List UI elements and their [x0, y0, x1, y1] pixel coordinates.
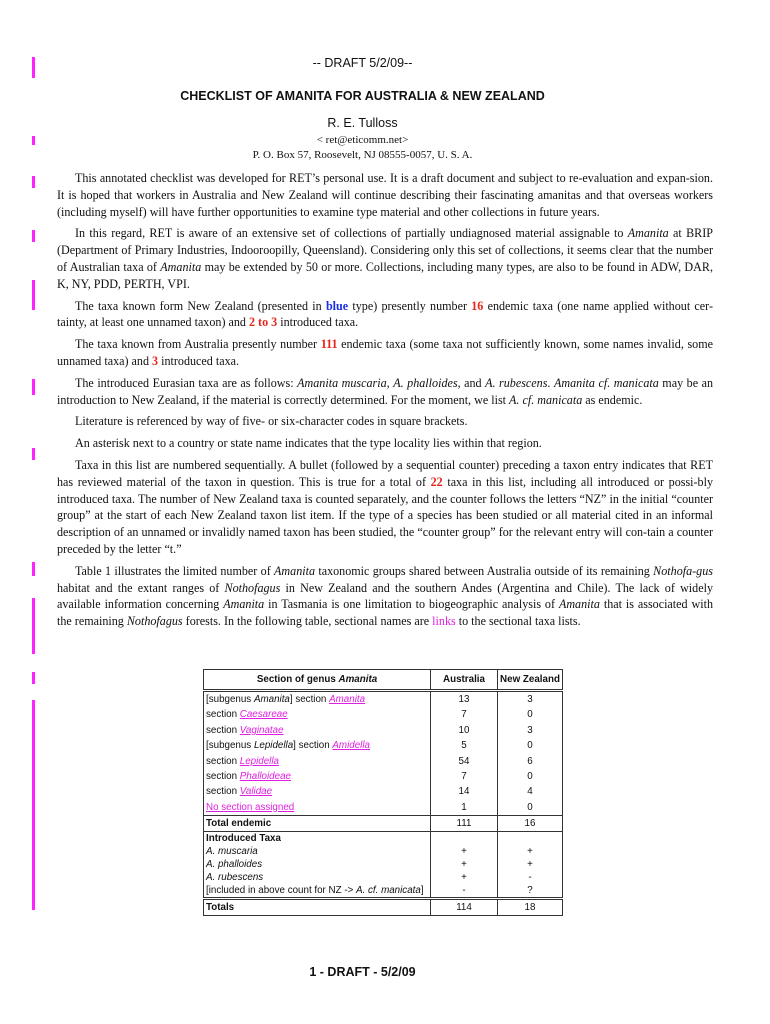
section-link[interactable]: Lepidella	[239, 755, 279, 767]
paragraph: The taxa known form New Zealand (presented in blue type) presently number 16 endemic taxa (one name applied without cer-tainty, at least one unnamed taxon) and 2 to 3 introduced taxa.	[57, 298, 713, 330]
revision-bar	[32, 672, 35, 684]
list-item: section Phalloideae	[206, 770, 291, 782]
revision-bar	[32, 562, 35, 576]
paragraph: An asterisk next to a country or state name indicates that the type locality lies within that region.	[75, 436, 542, 451]
section-link[interactable]: Caesareae	[239, 709, 288, 721]
author-name: R. E. Tulloss	[327, 116, 398, 130]
column-header-australia: Australia	[431, 670, 498, 691]
paragraph: In this regard, RET is aware of an extensive set of collections of partially undiagnosed material assignable to Amanita at BRIP (Department of Primary Industries, Indooroopilly, Queensland). Considering only this set of collections, it seems clear that the number of Australian taxa of Amanita may be extended by 50 or more. Collections, including many types, are also to be found in ADW, DAR, K, NY, PDD, PERTH, VPI.	[57, 226, 713, 291]
nz-counts-cell: 3 0 3 0 6 0 4 0	[498, 691, 563, 816]
author-address: P. O. Box 57, Roosevelt, NJ 08555-0057, U. S. A.	[252, 149, 473, 161]
draft-header: -- DRAFT 5/2/09--	[312, 56, 413, 70]
revision-bar	[32, 379, 35, 395]
paragraph: Table 1 illustrates the limited number of Amanita taxonomic groups shared between Australia outside of its remaining Nothofa-gus habitat and the extant ranges of Nothofagus in New Zealand and the southern Andes (Argentina and Chile). The lack of widely available information concerning Amanita in Tasmania is one limitation to biogeographic analysis of Amanita that is associated with the remaining Nothofagus forests. In the following table, sectional names are links to the sectional taxa lists.	[57, 563, 713, 629]
list-item: [subgenus Amanita] section Amanita	[206, 694, 366, 705]
totals-row: Totals 114 18	[204, 899, 563, 916]
column-header-new-zealand: New Zealand	[498, 670, 563, 691]
revision-bar	[32, 176, 35, 188]
section-link[interactable]: Phalloideae	[239, 770, 291, 782]
introduced-row: Introduced Taxa A. muscaria A. phalloides A. rubescens [included in above count for NZ -> A. cf. manicata] + + + - + + - ?	[204, 832, 563, 899]
list-item: [subgenus Lepidella] section Amidella	[206, 740, 370, 752]
table-header-row	[204, 670, 563, 691]
revision-bar	[32, 700, 35, 910]
links-word: links	[432, 614, 456, 629]
section-link[interactable]: Amanita	[329, 694, 366, 705]
australia-counts-cell: 13 7 10 5 54 7 14 1	[431, 691, 498, 816]
column-header-section: Section of genus Amanita	[204, 670, 431, 691]
revision-bar	[32, 598, 35, 654]
paragraph: Literature is referenced by way of five- or six-character codes in square brackets.	[75, 414, 468, 429]
body-text	[57, 170, 713, 635]
page-footer: 1 - DRAFT - 5/2/09	[309, 965, 416, 979]
introduced-names-cell: Introduced Taxa A. muscaria A. phalloides A. rubescens [included in above count for NZ -> A. cf. manicata]	[204, 832, 431, 899]
list-item: section Validae	[206, 786, 273, 798]
paragraph: The taxa known from Australia presently number 111 endemic taxa (some taxa not sufficiently known, some names invalid, some unnamed taxa) and 3 introduced taxa.	[57, 337, 713, 368]
list-item: section Lepidella	[206, 755, 279, 767]
revision-bar	[32, 280, 35, 310]
total-endemic-row: Total endemic 111 16	[204, 816, 563, 832]
list-item	[206, 800, 428, 815]
revision-bar	[32, 230, 35, 242]
section-link[interactable]: No section assigned	[206, 801, 295, 813]
section-link[interactable]: Validae	[239, 786, 273, 798]
section-link[interactable]: Amidella	[332, 740, 370, 752]
list-item: section Caesareae	[206, 709, 288, 721]
sections-table	[203, 669, 563, 916]
author-email: < ret@eticomm.net>	[316, 134, 409, 146]
table-row	[204, 691, 563, 816]
page-title: CHECKLIST OF AMANITA FOR AUSTRALIA & NEW ZEALAND	[180, 89, 545, 103]
paragraph: Taxa in this list are numbered sequentially. A bullet (followed by a sequential counter) preceding a taxon entry indicates that RET has reviewed material of the taxon in question. This is true for a total of 22 taxa in this list, including all introduced or possi-bly introduced taxa. The number of New Zealand taxa is counted separately, and the counter follows the letters “NZ” in the initial “counter group” at the start of each New Zealand taxon list item. If the type of a species has been studied or all material cited in an informal description of an unnamed or invalidly named taxon has been studied, the “counter group” for the relevant entry will con-tain a counter preceded by the letter “t.”	[57, 457, 714, 556]
paragraph: This annotated checklist was developed for RET’s personal use. It is a draft document and subject to re-evaluation and expan-sion. It is hoped that workers in Australia and New Zealand will continue describing their fascinating amanitas and that overseas workers (including myself) will have further opportunities to examine type material and other collections in future years.	[57, 171, 713, 219]
paragraph: The introduced Eurasian taxa are as follows: Amanita muscaria, A. phalloides, and A. rubescens. Amanita cf. manicata may be an introduction to New Zealand, if the material is correctly determined. For the moment, we list A. cf. manicata as endemic.	[57, 375, 714, 407]
section-names-cell	[204, 691, 431, 816]
section-link[interactable]: Vaginatae	[239, 724, 284, 736]
revision-bar	[32, 448, 35, 460]
list-item: section Vaginatae	[206, 724, 284, 736]
